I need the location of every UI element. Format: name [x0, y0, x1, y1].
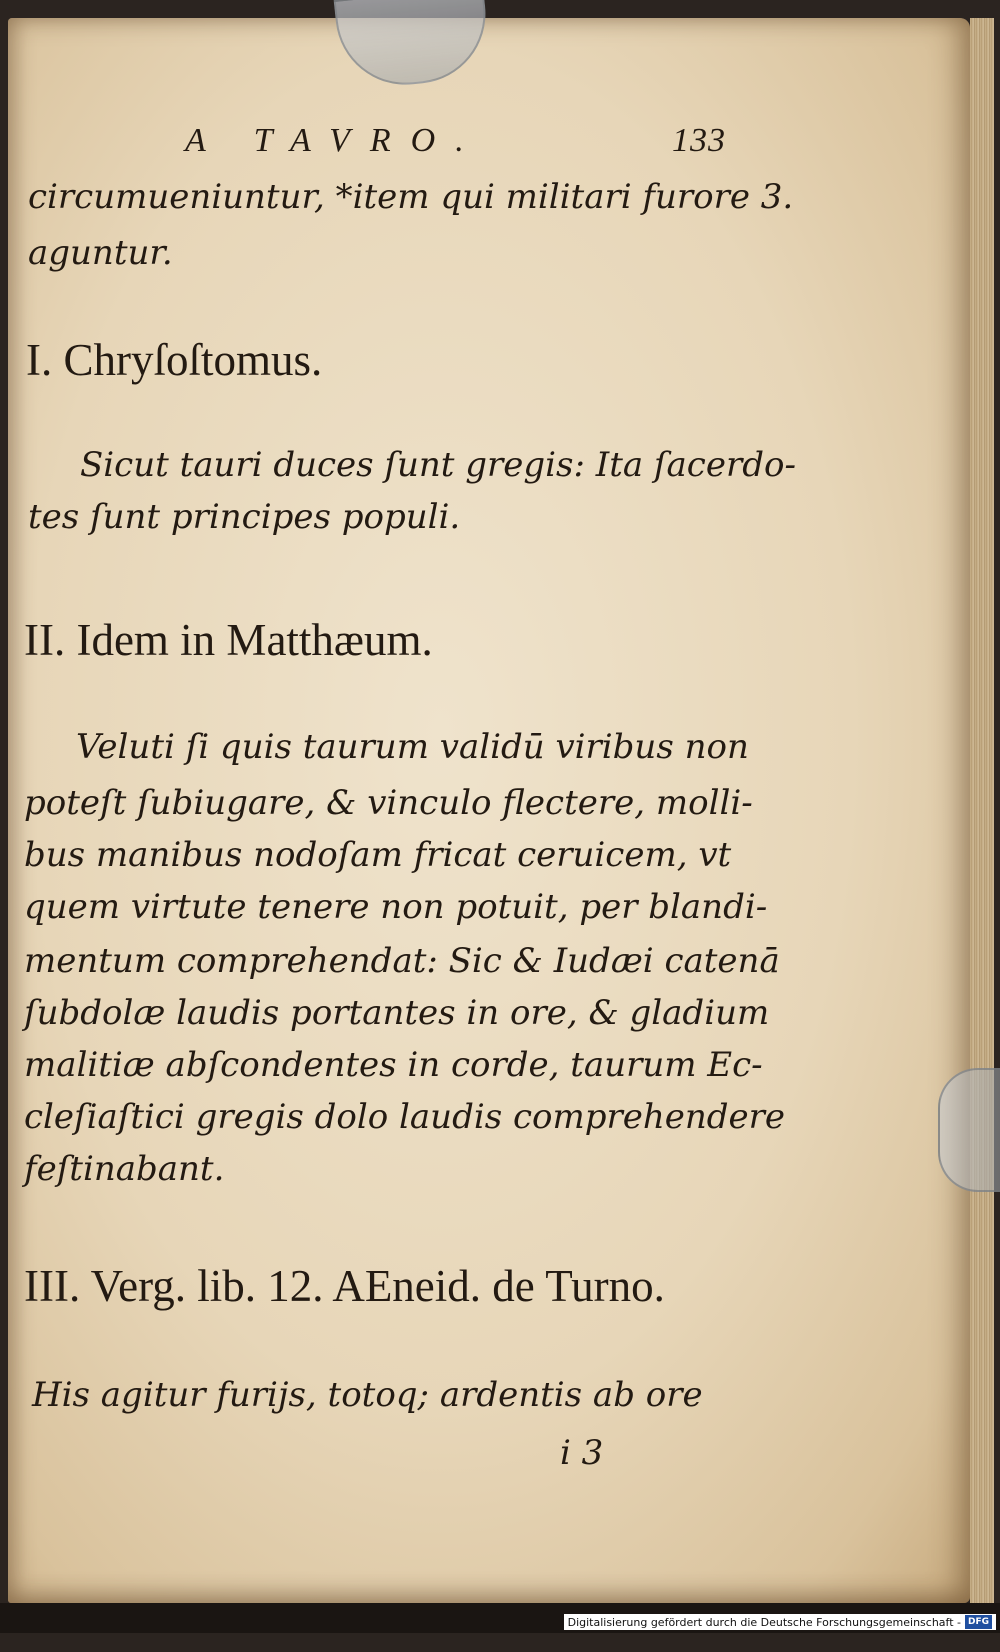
right-page-clip [938, 1068, 1000, 1192]
page-number: 133 [672, 122, 726, 159]
section-2-line-4: quem virtute tenere non potuit, per blandi- [24, 887, 768, 927]
credit-text: Digitalisierung gefördert durch die Deutsche Forschungsgemeinschaft - [567, 1615, 961, 1629]
signature-mark: i 3 [560, 1433, 604, 1473]
page-fore-edge [970, 18, 994, 1603]
scan-bottom-bar [0, 1603, 1000, 1633]
section-2-line-5: mentum comprehendat: Sic & Iudæi catenā [24, 941, 780, 981]
section-3-line-1: His agitur furijs, totoq; ardentis ab ore [32, 1375, 703, 1415]
section-2-line-7: malitiæ abſcondentes in corde, taurum Ec- [24, 1045, 763, 1085]
section-2-line-8: cleſiaſtici gregis dolo laudis comprehendere [24, 1097, 786, 1137]
section-2-line-1: Veluti ſi quis taurum validū viribus non [76, 727, 749, 767]
section-3-heading: III. Verg. lib. 12. AEneid. de Turno. [24, 1261, 665, 1311]
section-2-line-3: bus manibus nodoſam fricat ceruicem, vt [24, 835, 732, 875]
intro-line-2: aguntur. [28, 233, 173, 273]
section-1-heading: I. Chryſoſtomus. [26, 335, 323, 385]
intro-line-1: circumueniuntur, *item qui militari furore 3. [28, 177, 794, 217]
section-2-line-9: feſtinabant. [24, 1149, 225, 1189]
section-2-heading: II. Idem in Matthæum. [24, 615, 433, 665]
section-2-line-6: ſubdolæ laudis portantes in ore, & gladium [24, 993, 770, 1033]
dfg-logo: DFG [965, 1615, 992, 1629]
section-1-line-2: tes ſunt principes populi. [28, 497, 461, 537]
digitization-credit [564, 1614, 996, 1630]
section-1-line-1: Sicut tauri duces ſunt gregis: Ita ſacerdo- [80, 445, 796, 485]
section-2-line-2: poteſt ſubiugare, & vinculo flectere, molli- [24, 783, 753, 823]
running-title: A TAVRO. [185, 122, 484, 159]
